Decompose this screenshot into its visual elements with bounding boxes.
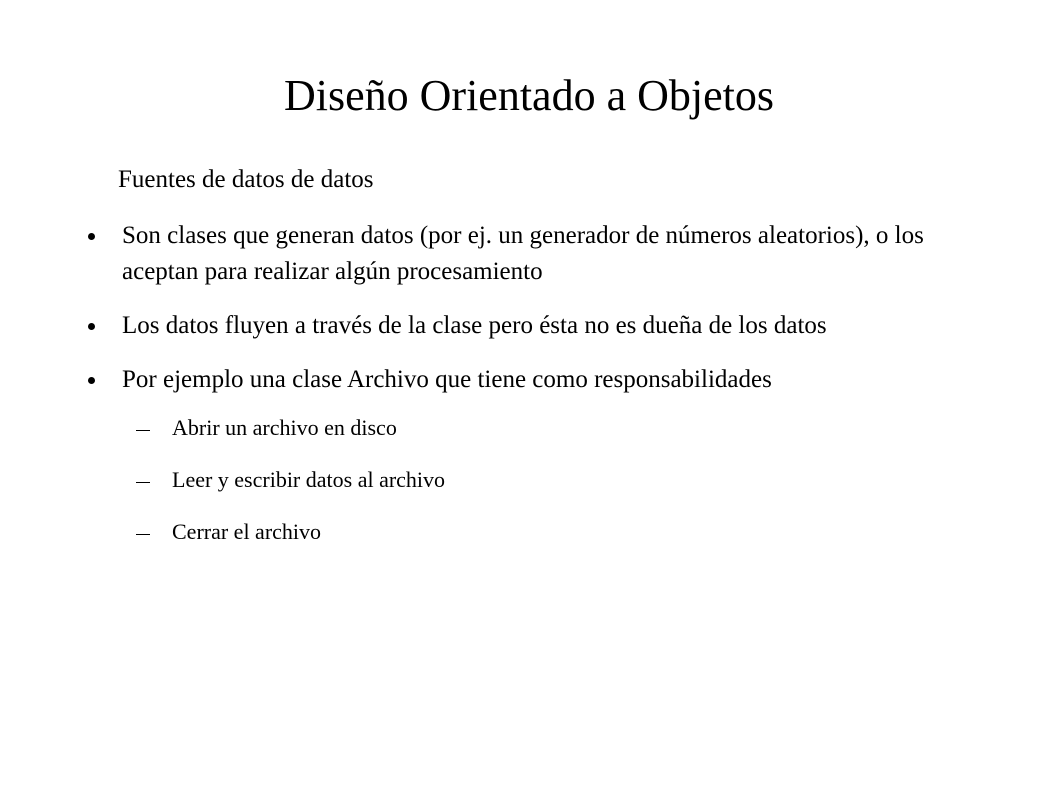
sub-bullet-text: Leer y escribir datos al archivo xyxy=(172,467,446,492)
sub-bullet-list xyxy=(122,412,988,548)
bullet-text: Son clases que generan datos (por ej. un generador de números aleatorios), o los aceptan para realizar algún procesamiento xyxy=(122,222,924,285)
sub-bullet-text: Cerrar el archivo xyxy=(172,519,322,544)
sub-bullet-item xyxy=(122,464,988,496)
sub-bullet-item xyxy=(122,412,988,444)
bullet-text: Por ejemplo una clase Archivo que tiene como responsabilidades xyxy=(122,366,772,393)
bullet-text: Los datos fluyen a través de la clase pero ésta no es dueña de los datos xyxy=(122,312,827,339)
sub-bullet-item xyxy=(122,516,988,548)
bullet-dot-icon xyxy=(88,233,95,240)
dash-icon xyxy=(136,430,150,431)
slide-title: Diseño Orientado a Objetos xyxy=(284,71,774,120)
bullet-dot-icon xyxy=(88,323,95,330)
bullet-item xyxy=(88,362,988,548)
section-subtitle: Fuentes de datos de datos xyxy=(118,166,374,193)
bullet-dot-icon xyxy=(88,377,95,384)
dash-icon xyxy=(136,534,150,535)
bullet-item xyxy=(88,218,988,290)
sub-bullet-text: Abrir un archivo en disco xyxy=(172,415,397,440)
bullet-item xyxy=(88,308,988,344)
bullet-list xyxy=(88,218,988,568)
dash-icon xyxy=(136,482,150,483)
